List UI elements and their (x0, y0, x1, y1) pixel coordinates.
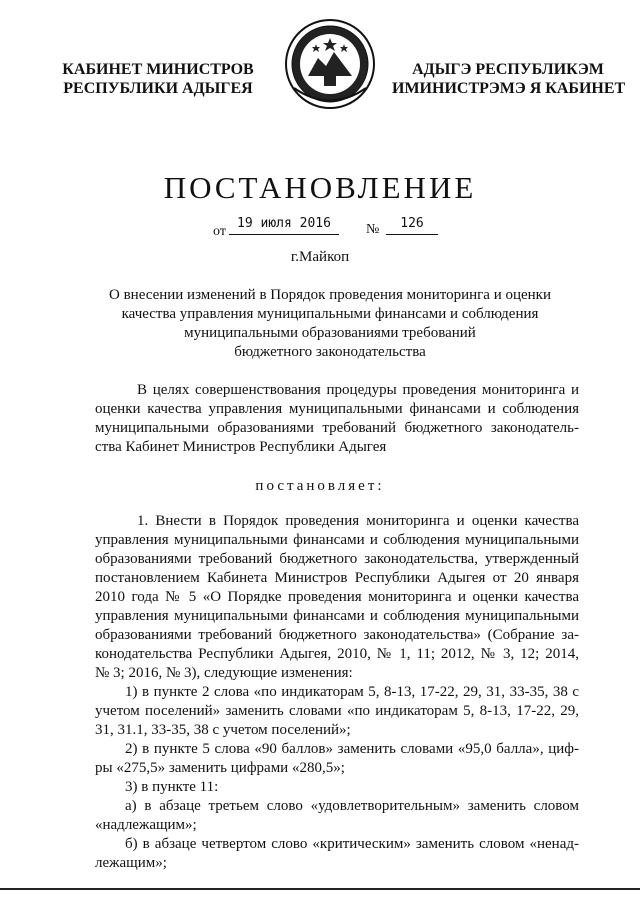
issuer-line-2: РЕСПУБЛИКИ АДЫГЕЯ (63, 80, 253, 97)
subject-line: О внесении изменений в Порядок проведения мониторинга и оценки (109, 287, 551, 303)
body-line: «надлежащим»; (95, 817, 197, 833)
body-line: 2) в пункте 5 слова «90 баллов» заменить словами «95,0 балла», циф- (125, 741, 579, 757)
body-line: а) в абзаце третьем слово «удовлетворительным» заменить словом (125, 798, 579, 814)
body-line: постановлением Кабинета Министров Республики Адыгея от 20 января (95, 570, 579, 586)
subject-line: бюджетного законодательства (234, 344, 426, 360)
body-line: лежащим»; (95, 855, 167, 871)
body-line: 31, 31.1, 33-35, 38 с учетом поселений»; (95, 722, 351, 738)
body-line: 2010 года № 5 «О Порядке проведения мониторинга и оценки качества (95, 589, 579, 605)
document-date: 19 июля 2016 (229, 214, 339, 235)
number-prefix: № (366, 222, 380, 237)
body-line: б) в абзаце четвертом слово «критическим» заменить словом «ненад- (125, 836, 579, 852)
preamble-line: оценки качества управления муниципальными финансами и соблюдения (95, 401, 579, 417)
preamble-line: В целях совершенствования процедуры проведения мониторинга и (137, 382, 579, 398)
date-prefix: от (213, 224, 226, 239)
body-line: № 3; 2016, № 3), следующие изменения: (95, 665, 353, 681)
body-line: управления муниципальными финансами и соблюдения муниципальными (95, 532, 579, 548)
body-line: конодательства Республики Адыгея, 2010, № 1, 11; 2012, № 3, 12; 2014, (95, 646, 579, 662)
body-line: образованиями требований бюджетного законодательства, утвержденный (95, 551, 579, 567)
preamble-line: муниципальными образованиями требований бюджетного законодатель- (95, 420, 579, 436)
city: г.Майкоп (290, 249, 350, 265)
body-line: учетом поселений» заменить словами «по индикаторам 5, 8-13, 17-22, 29, (95, 703, 579, 719)
issuer-line-1-adyghe: АДЫГЭ РЕСПУБЛИКЭМ (412, 61, 604, 78)
issuer-name-adyghe (392, 60, 624, 98)
document-number: 126 (386, 214, 438, 235)
document-title: ПОСТАНОВЛЕНИЕ (163, 170, 477, 205)
body-line: 1. Внести в Порядок проведения мониторинга и оценки качества (137, 513, 579, 529)
issuer-line-1: КАБИНЕТ МИНИСТРОВ (62, 61, 254, 78)
body-line: 1) в пункте 2 слова «по индикаторам 5, 8-13, 17-22, 29, 31, 33-35, 38 с (125, 684, 579, 700)
issuer-line-2-adyghe: ИМИНИСТРЭМЭ Я КАБИНЕТ (392, 80, 626, 97)
body-line: управления муниципальными финансами и соблюдения муниципальными (95, 608, 579, 624)
adygea-coat-of-arms-icon (280, 18, 380, 110)
decree-word: постановляет: (255, 478, 385, 494)
body-line: образованиями требований бюджетного законодательства» (Собрание за- (95, 627, 579, 643)
subject-line: муниципальными образованиями требований (184, 325, 476, 341)
body-line: 3) в пункте 11: (125, 779, 219, 795)
preamble-line: ства Кабинет Министров Республики Адыгея (95, 439, 387, 455)
subject-line: качества управления муниципальными финансами и соблюдения (121, 306, 539, 322)
scan-bottom-edge (0, 888, 640, 890)
body-line: ры «275,5» заменить цифрами «280,5»; (95, 760, 345, 776)
document-subject (90, 286, 570, 362)
issuer-name-russian (58, 60, 258, 98)
